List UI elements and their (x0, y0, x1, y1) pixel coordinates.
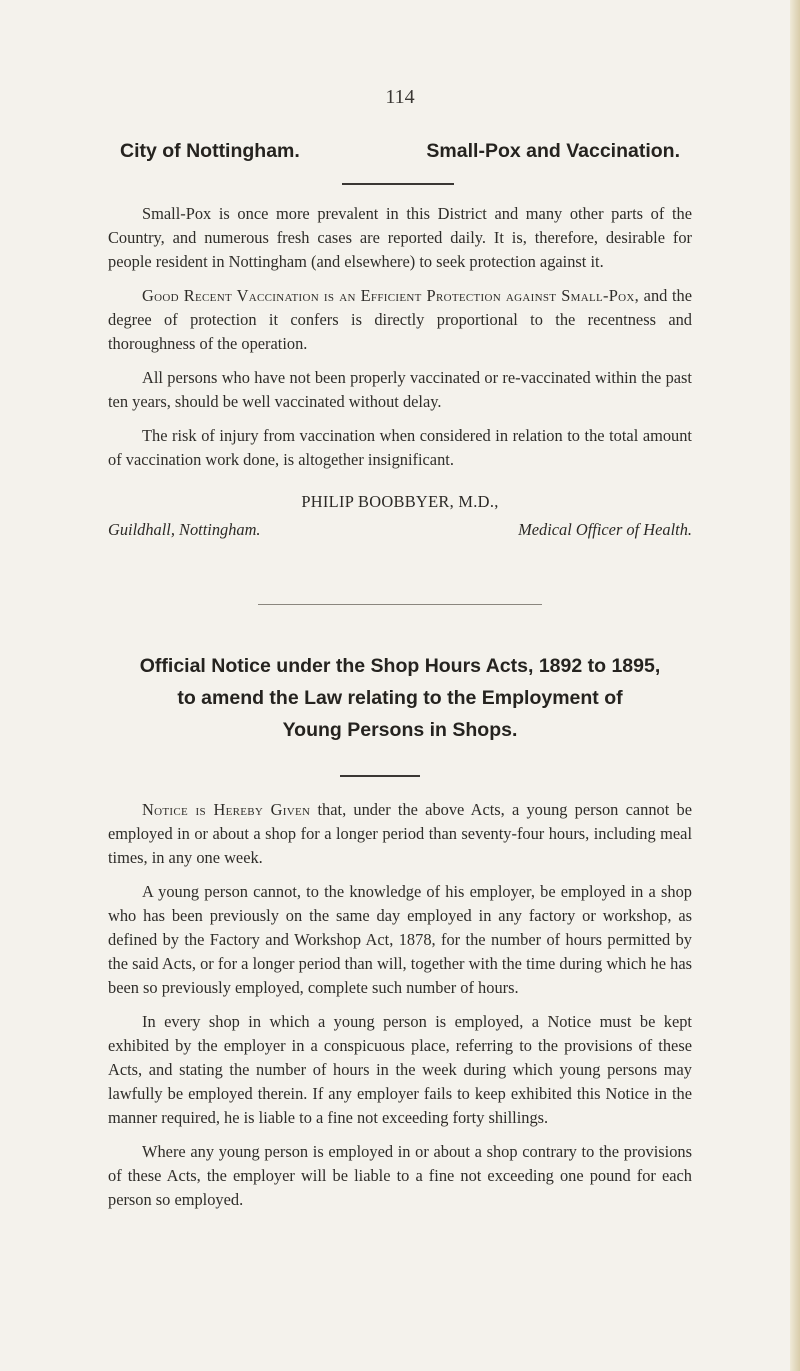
heading-line: to amend the Law relating to the Employment of (177, 687, 623, 709)
section1-body (108, 202, 692, 482)
signature-title: Medical Officer of Health. (518, 520, 692, 539)
section2-heading (100, 650, 700, 746)
short-rule (342, 183, 454, 185)
paragraph: Good Recent Vaccination is an Efficient Protection against Small-Pox, and the degree of protection it confers is directly proportional to the recentness and thoroughness of the operation. (108, 286, 692, 353)
heading-subject: Small-Pox and Vaccination. (426, 140, 680, 162)
paragraph: In every shop in which a young person is employed, a Notice must be kept exhibited by the employer in a conspicuous place, referring to the provisions of these Acts, and stating the number of hours in the week during which young persons may lawfully be employed therein. If any employer fails to keep exhibited this Notice in the manner required, he is liable to a fine not exceeding forty shillings. (108, 1012, 692, 1127)
paragraph: Notice is Hereby Given that, under the above Acts, a young person cannot be employed in or about a shop for a longer period than seventy-four hours, including meal times, in any one week. (108, 800, 692, 867)
paragraph: The risk of injury from vaccination when considered in relation to the total amount of vaccination work done, is altogether insignificant. (108, 426, 692, 469)
section2-body (108, 798, 692, 1222)
heading-line: Young Persons in Shops. (282, 719, 518, 741)
paragraph: A young person cannot, to the knowledge of his employer, be employed in a shop who has been previously on the same day employed in any factory or workshop, as defined by the Factory and Workshop Act, 1878, for the number of hours permitted by the said Acts, or for a longer period than will, together with the time during which he has been so previously employed, complete such number of hours. (108, 882, 692, 997)
section-divider (258, 604, 542, 605)
heading-line: Official Notice under the Shop Hours Acts, 1892 to 1895, (139, 655, 661, 677)
signature-name: PHILIP BOOBBYER, M.D., (301, 492, 499, 511)
short-rule (340, 775, 420, 777)
heading-city: City of Nottingham. (120, 140, 300, 162)
paragraph: All persons who have not been properly vaccinated or re-vaccinated within the past ten years, should be well vaccinated without delay. (108, 368, 692, 411)
paragraph: Small-Pox is once more prevalent in this District and many other parts of the Country, and numerous fresh cases are reported daily. It is, therefore, desirable for people resident in Nottingham (and elsewhere) to seek protection against it. (108, 204, 692, 271)
paragraph: Where any young person is employed in or about a shop contrary to the provisions of these Acts, the employer will be liable to a fine not exceeding one pound for each person so employed. (108, 1142, 692, 1209)
page-number: 114 (385, 86, 415, 108)
page-edge (790, 0, 800, 1371)
signature-place: Guildhall, Nottingham. (108, 520, 261, 539)
section1-heading (120, 140, 680, 163)
